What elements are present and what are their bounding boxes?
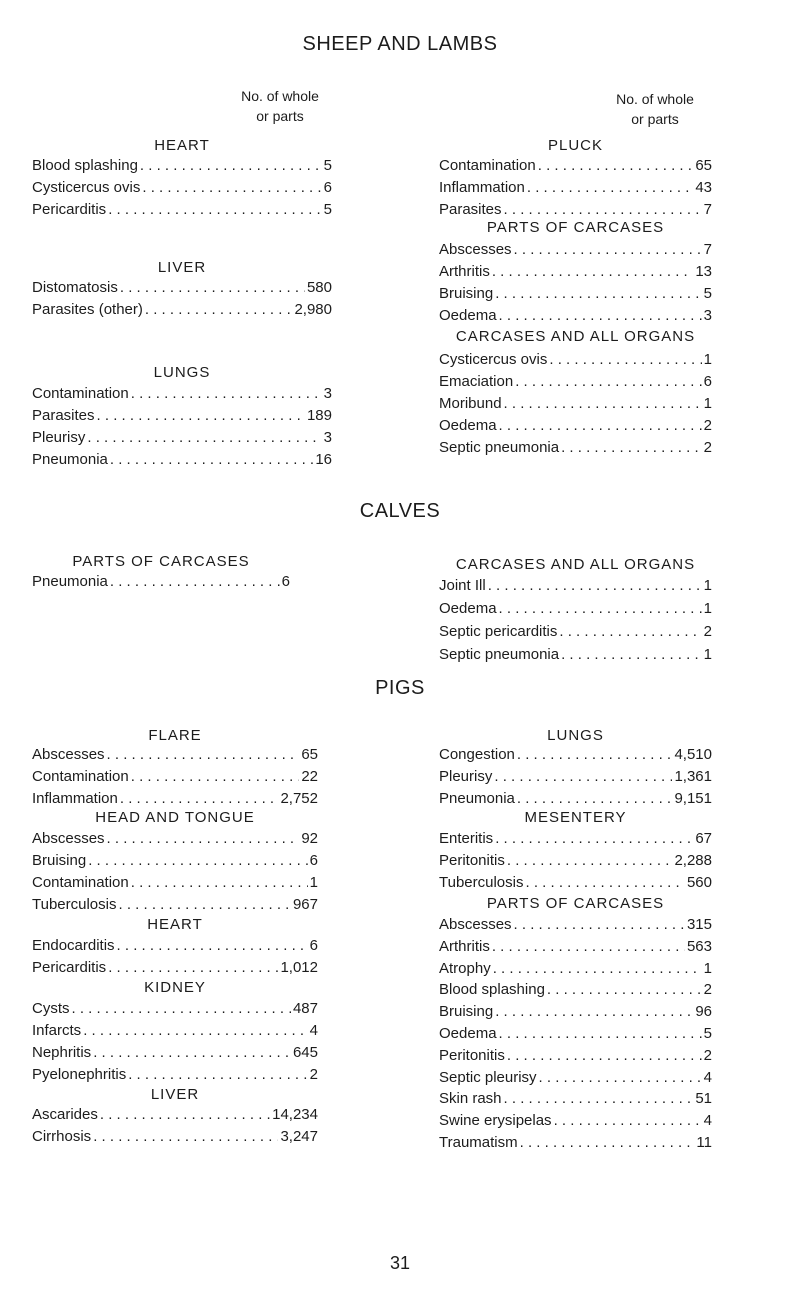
row-label: Swine erysipelas (439, 1112, 552, 1130)
row-value: 65 (695, 157, 712, 174)
row-value: 6 (309, 852, 318, 869)
dot-leader (525, 872, 684, 894)
row-value: 1,361 (674, 768, 712, 785)
row-value: 1 (703, 646, 712, 663)
dot-leader (494, 766, 672, 788)
heading-heart: HEART (147, 916, 203, 933)
table-row (439, 283, 712, 305)
dot-leader (110, 571, 280, 593)
row-value: 6 (281, 573, 290, 590)
table-row (439, 1088, 712, 1110)
row-value: 67 (695, 830, 712, 847)
row-label: Joint Ill (439, 577, 486, 594)
dot-leader (120, 788, 279, 810)
row-label: Atrophy (439, 959, 491, 977)
table-row (439, 437, 712, 459)
row-label: Cirrhosis (32, 1128, 92, 1145)
dot-leader (110, 449, 313, 471)
dot-leader (118, 894, 290, 916)
dot-leader (72, 998, 291, 1020)
heading-lungs: LUNGS (153, 364, 211, 381)
dot-leader (100, 1104, 270, 1126)
dot-leader (140, 155, 322, 177)
table-row (32, 998, 318, 1020)
dot-leader (93, 1126, 278, 1148)
row-label: Contamination (32, 385, 129, 402)
table-row (32, 872, 318, 894)
row-value: 487 (292, 1000, 318, 1017)
dot-leader (492, 936, 685, 958)
row-label: Bruising (439, 1003, 494, 1021)
table-row (32, 1126, 318, 1148)
table-row (439, 575, 712, 597)
row-label: Septic pneumonia (439, 439, 560, 456)
row-label: Congestion (439, 746, 515, 763)
table-row (32, 177, 332, 199)
row-value: 6 (323, 179, 332, 196)
table-row (439, 958, 712, 980)
row-label: Parasites (32, 407, 95, 424)
row-label: Abscesses (439, 241, 512, 258)
table-row (439, 155, 712, 177)
row-value: 2 (703, 1046, 712, 1064)
dot-leader (492, 261, 693, 283)
dot-leader (561, 644, 702, 666)
table-row (439, 979, 712, 1001)
table-row (32, 935, 318, 957)
page-number: 31 (389, 1253, 411, 1273)
heading-carcases-and-all-organs: CARCASES AND ALL ORGANS (455, 556, 696, 573)
row-value: 2,980 (294, 301, 332, 318)
row-label: Pneumonia (32, 573, 108, 590)
row-value: 3 (323, 385, 332, 402)
table-row (439, 1045, 712, 1067)
row-label: Abscesses (32, 746, 105, 763)
row-value: 5 (323, 157, 332, 174)
dot-leader (495, 1001, 693, 1023)
column-header-right (565, 89, 745, 129)
row-label: Oedema (439, 307, 497, 324)
row-label: Inflammation (32, 790, 118, 807)
dot-leader (83, 1020, 307, 1042)
table-row (32, 1042, 318, 1064)
table-row (439, 828, 712, 850)
row-value: 1,012 (280, 959, 318, 976)
row-label: Skin rash (439, 1090, 502, 1108)
row-label: Oedema (439, 600, 497, 617)
dot-leader (117, 935, 308, 957)
table-row (439, 1023, 712, 1045)
dot-leader (514, 239, 702, 261)
row-value: 5 (703, 285, 712, 302)
row-value: 4,510 (674, 746, 712, 763)
row-label: Moribund (439, 395, 502, 412)
table-row (439, 914, 712, 936)
row-value: 3 (703, 307, 712, 324)
section-title-pigs: PIGS (375, 677, 425, 699)
table-row (439, 1132, 712, 1154)
row-label: Pericarditis (32, 959, 107, 976)
table-row (439, 1001, 712, 1023)
dot-leader (504, 199, 702, 221)
table-row (32, 894, 318, 916)
row-label: Blood splashing (439, 981, 545, 999)
row-value: 43 (695, 179, 712, 196)
row-value: 14,234 (272, 1106, 318, 1123)
dot-leader (517, 744, 673, 766)
dot-leader (499, 415, 702, 437)
row-value: 1 (703, 351, 712, 368)
row-value: 1 (703, 959, 712, 977)
row-value: 2 (703, 623, 712, 640)
dot-leader (107, 744, 300, 766)
table-row (439, 1067, 712, 1089)
row-value: 2,288 (674, 852, 712, 869)
table-row (32, 957, 318, 979)
table-row (32, 850, 318, 872)
row-value: 580 (306, 279, 332, 296)
dot-leader (120, 277, 305, 299)
dot-leader (97, 405, 305, 427)
row-label: Traumatism (439, 1134, 518, 1151)
row-value: 189 (306, 407, 332, 424)
row-label: Oedema (439, 417, 497, 434)
heading-lungs: LUNGS (547, 727, 604, 744)
dot-leader (517, 788, 673, 810)
table-row (439, 177, 712, 199)
column-header-left (190, 86, 370, 126)
table-row (439, 261, 712, 283)
row-value: 2,752 (280, 790, 318, 807)
heading-parts-of-carcases: PARTS OF CARCASES (486, 895, 665, 912)
row-value: 9,151 (674, 790, 712, 807)
row-label: Pneumonia (439, 790, 515, 807)
dot-leader (495, 828, 693, 850)
heading-parts-of-carcases: PARTS OF CARCASES (486, 219, 665, 236)
table-row (32, 299, 332, 321)
row-value: 2 (703, 439, 712, 456)
row-value: 1 (703, 600, 712, 617)
row-label: Emaciation (439, 373, 514, 390)
dot-leader (131, 766, 300, 788)
page-title: SHEEP AND LAMBS (302, 33, 498, 55)
row-label: Abscesses (32, 830, 105, 847)
table-row (32, 449, 332, 471)
row-label: Parasites (other) (32, 301, 143, 318)
dot-leader (145, 299, 293, 321)
row-label: Oedema (439, 1025, 497, 1042)
table-row (32, 828, 318, 850)
dot-leader (515, 371, 701, 393)
dot-leader (504, 393, 702, 415)
table-row (439, 872, 712, 894)
heading-kidney: KIDNEY (144, 979, 206, 996)
row-label: Contamination (32, 874, 129, 891)
row-value: 13 (695, 263, 712, 280)
dot-leader (495, 283, 701, 305)
table-row (32, 405, 332, 427)
heading-pluck: PLUCK (547, 137, 604, 154)
row-label: Inflammation (439, 179, 525, 196)
dot-leader (108, 199, 321, 221)
table-row (439, 598, 712, 620)
dot-leader (504, 1088, 694, 1110)
row-value: 7 (703, 241, 712, 258)
row-label: Enteritis (439, 830, 494, 847)
dot-leader (514, 914, 685, 936)
row-value: 3 (323, 429, 332, 446)
dot-leader (93, 1042, 291, 1064)
row-value: 1 (309, 874, 318, 891)
dot-leader (128, 1064, 307, 1086)
table-row (32, 277, 332, 299)
heading-flare: FLARE (148, 727, 202, 744)
row-label: Contamination (439, 157, 536, 174)
row-label: Arthritis (439, 937, 490, 955)
dot-leader (507, 1045, 702, 1067)
row-label: Nephritis (32, 1044, 92, 1061)
table-row (32, 766, 318, 788)
row-value: 5 (703, 1025, 712, 1042)
row-value: 2 (309, 1066, 318, 1083)
row-value: 6 (309, 937, 318, 954)
dot-leader (538, 155, 694, 177)
row-label: Cysticercus ovis (439, 351, 548, 368)
row-label: Bruising (32, 852, 87, 869)
row-value: 5 (323, 201, 332, 218)
dot-leader (527, 177, 693, 199)
row-value: 92 (301, 830, 318, 847)
row-label: Cysts (32, 1000, 70, 1017)
dot-leader (88, 850, 307, 872)
row-value: 6 (703, 373, 712, 390)
row-label: Pleurisy (439, 768, 493, 785)
table-row (439, 349, 712, 371)
table-row (32, 788, 318, 810)
dot-leader (561, 437, 702, 459)
row-value: 560 (686, 874, 712, 891)
row-value: 65 (301, 746, 318, 763)
row-value: 4 (309, 1022, 318, 1039)
table-row (439, 305, 712, 327)
heading-liver: LIVER (157, 259, 207, 276)
column-header-line2: or parts (256, 108, 304, 124)
row-value: 16 (315, 451, 332, 468)
table-row (32, 199, 332, 221)
table-row (32, 427, 332, 449)
row-value: 315 (686, 916, 712, 933)
row-label: Distomatosis (32, 279, 118, 296)
row-label: Pleurisy (32, 429, 86, 446)
dot-leader (507, 850, 673, 872)
table-row (32, 744, 318, 766)
row-value: 1 (703, 395, 712, 412)
row-value: 96 (695, 1003, 712, 1021)
table-row (439, 766, 712, 788)
heading-parts-of-carcases: PARTS OF CARCASES (72, 553, 250, 570)
row-value: 2 (703, 417, 712, 434)
row-label: Septic pleurisy (439, 1068, 537, 1086)
row-value: 4 (703, 1068, 712, 1086)
row-value: 645 (292, 1044, 318, 1061)
row-label: Contamination (32, 768, 129, 785)
row-label: Bruising (439, 285, 494, 302)
dot-leader (549, 349, 701, 371)
table-row (439, 1110, 712, 1132)
row-label: Blood splashing (32, 157, 138, 174)
table-row (439, 371, 712, 393)
row-label: Parasites (439, 201, 502, 218)
row-label: Abscesses (439, 916, 512, 933)
table-row (32, 383, 332, 405)
row-label: Cysticercus ovis (32, 179, 141, 196)
table-row (439, 621, 712, 643)
dot-leader (520, 1132, 695, 1154)
table-row (439, 199, 712, 221)
heading-head-and-tongue: HEAD AND TONGUE (95, 809, 255, 826)
row-value: 3,247 (280, 1128, 318, 1145)
dot-leader (499, 598, 702, 620)
row-label: Infarcts (32, 1022, 82, 1039)
row-label: Peritonitis (439, 852, 505, 869)
table-row (32, 1064, 318, 1086)
row-value: 51 (695, 1090, 712, 1108)
dot-leader (499, 1023, 702, 1045)
dot-leader (539, 1067, 702, 1089)
row-label: Pericarditis (32, 201, 107, 218)
row-label: Endocarditis (32, 937, 115, 954)
row-label: Pneumonia (32, 451, 108, 468)
heading-heart: HEART (154, 137, 210, 154)
dot-leader (108, 957, 278, 979)
dot-leader (547, 979, 702, 1001)
row-value: 11 (696, 1134, 712, 1151)
dot-leader (142, 177, 321, 199)
table-row (439, 644, 712, 666)
dot-leader (499, 305, 702, 327)
row-label: Ascarides (32, 1106, 98, 1123)
table-row (439, 415, 712, 437)
row-value: 563 (686, 937, 712, 955)
table-row (32, 571, 290, 593)
table-row (439, 850, 712, 872)
table-row (32, 155, 332, 177)
heading-carcases-and-all-organs: CARCASES AND ALL ORGANS (455, 328, 696, 345)
table-row (32, 1020, 318, 1042)
table-row (32, 1104, 318, 1126)
table-row (439, 744, 712, 766)
row-value: 967 (292, 896, 318, 913)
column-header-line2: or parts (631, 111, 679, 127)
dot-leader (131, 872, 308, 894)
heading-mesentery: MESENTERY (524, 809, 627, 826)
column-header-line1: No. of whole (241, 88, 319, 104)
row-value: 7 (703, 201, 712, 218)
dot-leader (87, 427, 321, 449)
dot-leader (493, 958, 702, 980)
table-row (439, 239, 712, 261)
row-label: Tuberculosis (439, 874, 524, 891)
row-label: Septic pericarditis (439, 623, 558, 640)
row-label: Arthritis (439, 263, 490, 280)
dot-leader (554, 1110, 702, 1132)
row-value: 1 (703, 577, 712, 594)
dot-leader (488, 575, 702, 597)
row-label: Tuberculosis (32, 896, 117, 913)
row-label: Septic pneumonia (439, 646, 560, 663)
row-value: 4 (703, 1112, 712, 1130)
dot-leader (131, 383, 322, 405)
column-header-line1: No. of whole (616, 91, 694, 107)
table-row (439, 936, 712, 958)
heading-liver: LIVER (150, 1086, 200, 1103)
row-value: 2 (703, 981, 712, 999)
dot-leader (107, 828, 300, 850)
section-title-calves: CALVES (359, 500, 441, 522)
row-label: Peritonitis (439, 1046, 505, 1064)
dot-leader (559, 621, 701, 643)
row-label: Pyelonephritis (32, 1066, 127, 1083)
table-row (439, 393, 712, 415)
row-value: 22 (301, 768, 318, 785)
table-row (439, 788, 712, 810)
